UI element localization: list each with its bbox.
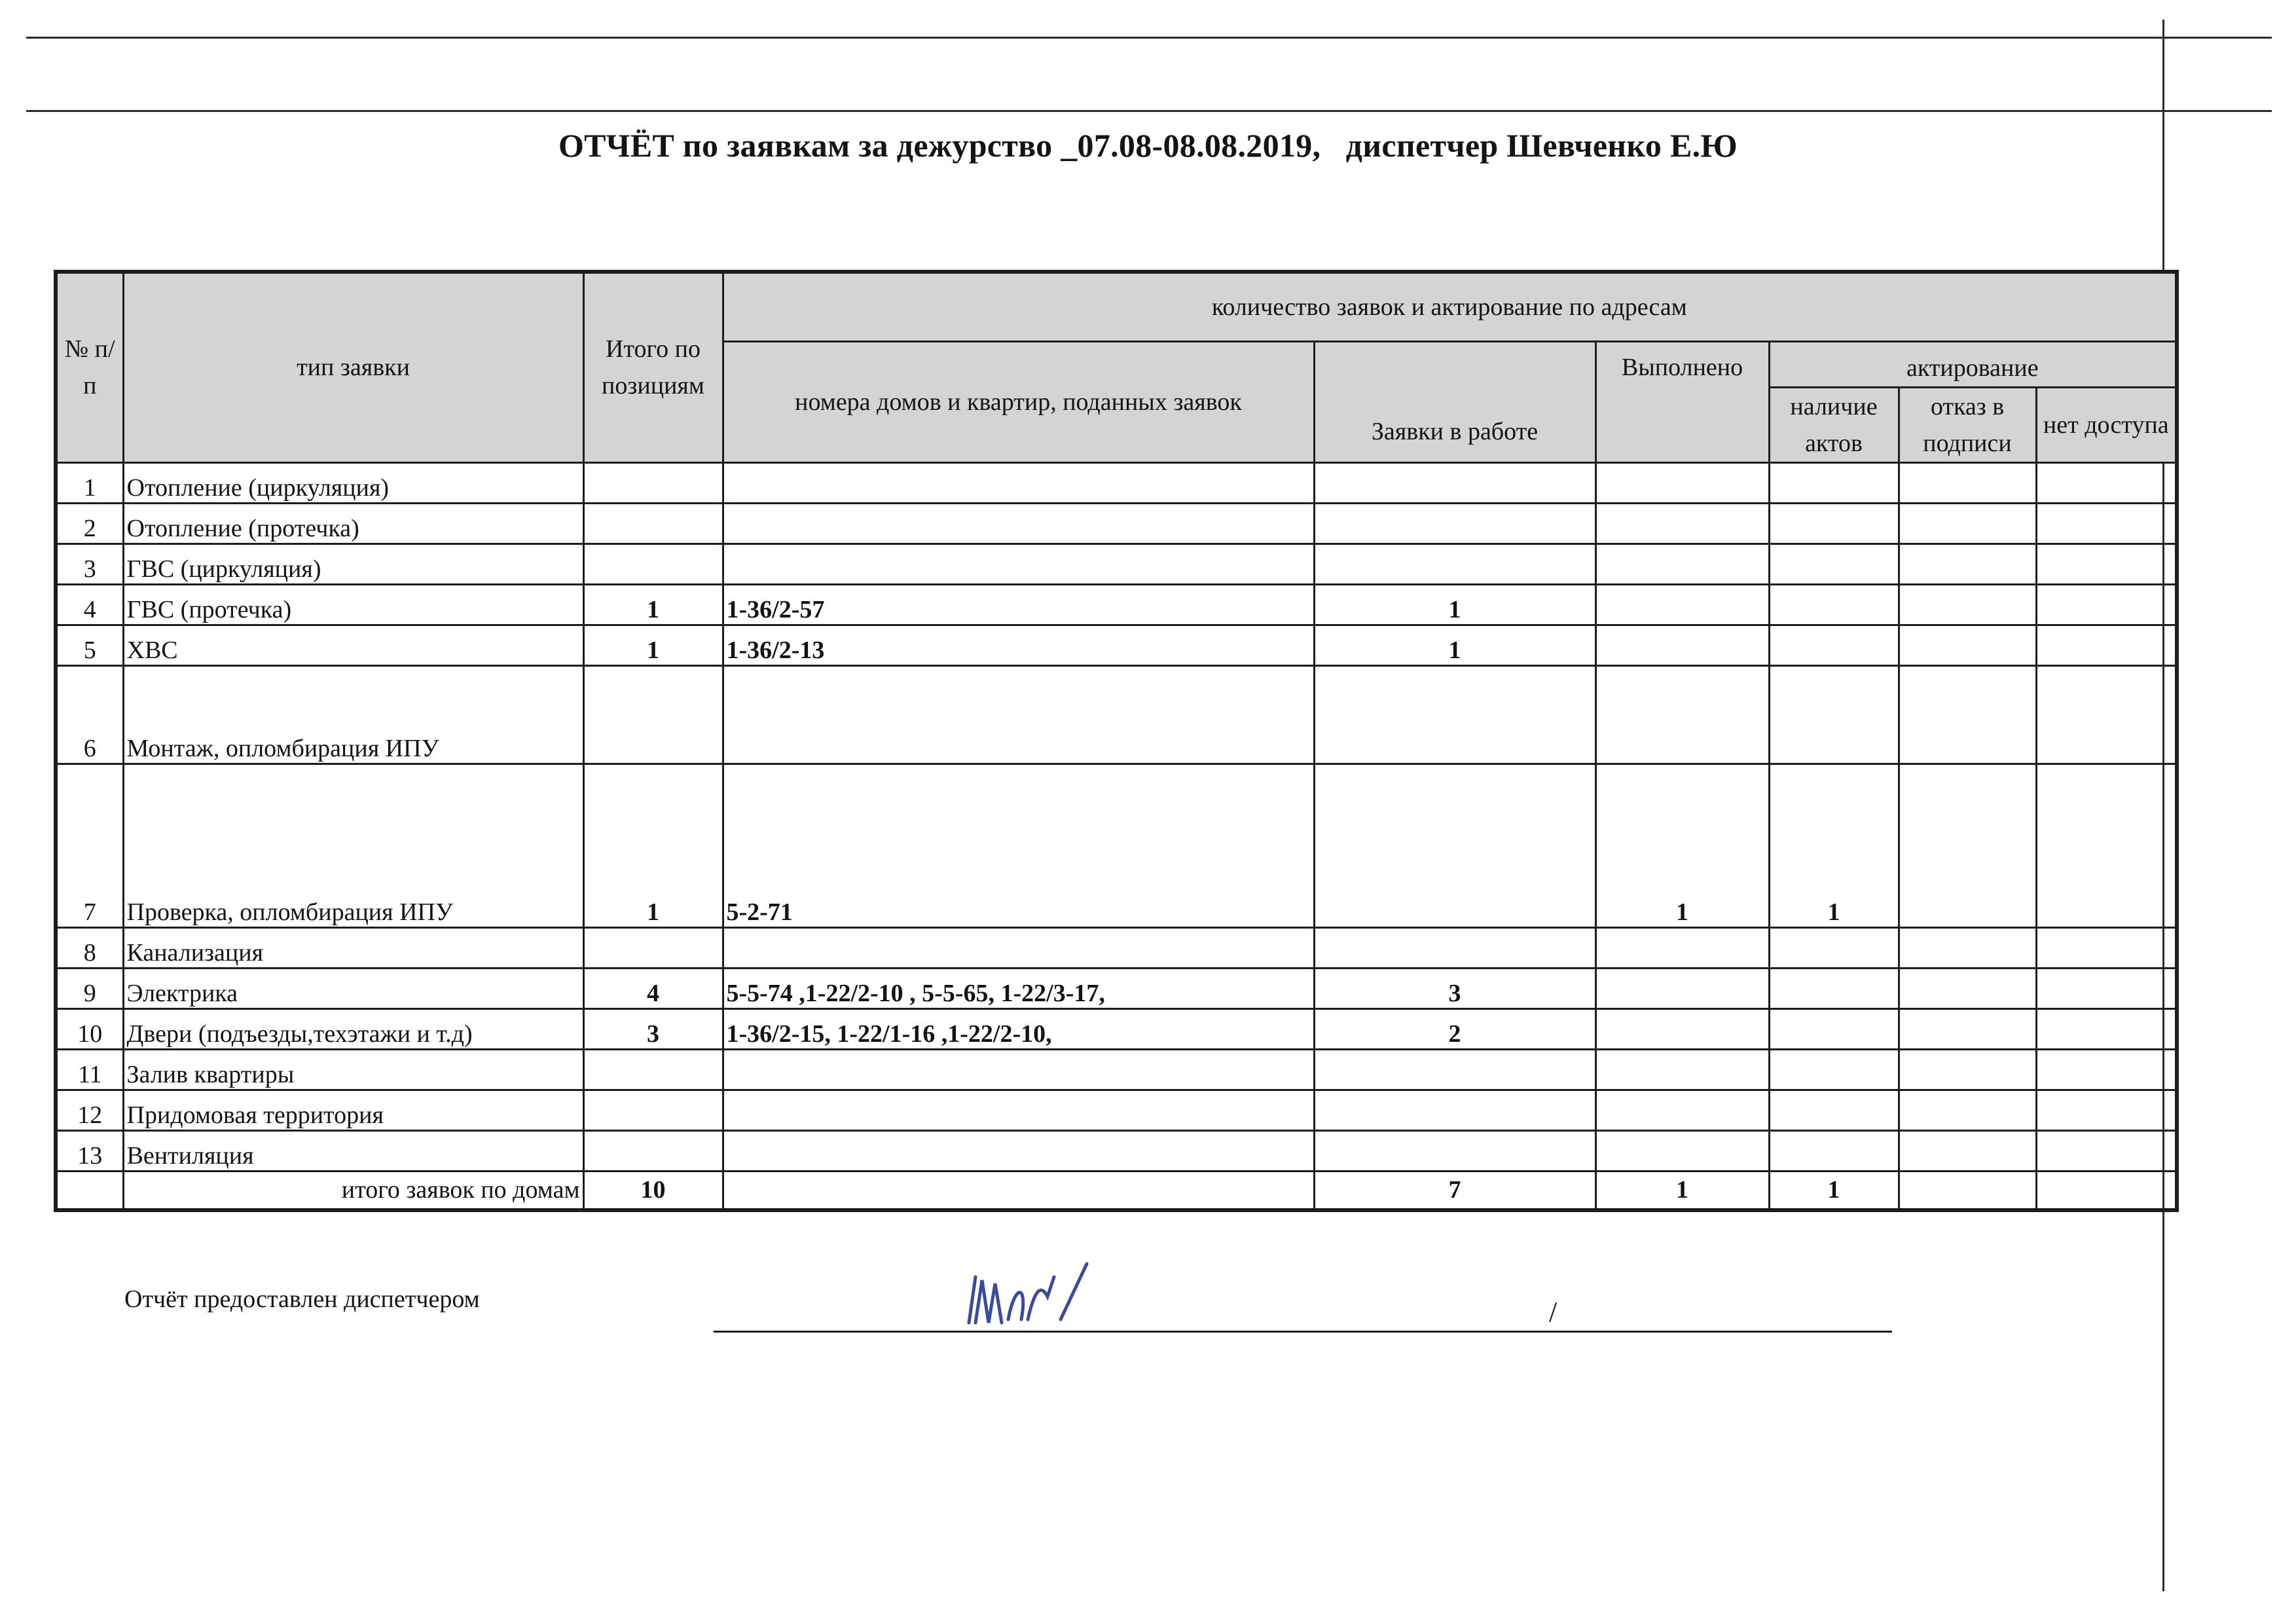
row-noaccess <box>2036 584 2177 625</box>
page-title: ОТЧЁТ по заявкам за дежурство _07.08-08.08.2019, диспетчер Шевченко Е.Ю <box>558 127 1738 164</box>
table-row <box>56 927 2177 968</box>
row-acts <box>1769 544 1899 584</box>
row-refused <box>1899 503 2036 544</box>
scan-line-second <box>26 110 2272 112</box>
report-table <box>54 270 2179 1212</box>
table-row <box>56 1130 2177 1171</box>
header-act-present: наличие актов <box>1769 387 1899 462</box>
row-in-work: 1 <box>1314 625 1595 665</box>
row-in-work <box>1314 1049 1595 1090</box>
row-addresses <box>723 462 1314 503</box>
row-total <box>583 503 723 544</box>
row-noaccess <box>2036 665 2177 764</box>
table-row <box>56 462 2177 503</box>
row-acts <box>1769 665 1899 764</box>
header-total: Итого по позициям <box>583 272 723 462</box>
row-noaccess <box>2036 503 2177 544</box>
header-act-group: актирование <box>1769 341 2177 387</box>
row-type: Придомовая территория <box>123 1090 583 1130</box>
row-type: Отопление (протечка) <box>123 503 583 544</box>
row-num: 3 <box>56 544 123 584</box>
table-row <box>56 503 2177 544</box>
row-done <box>1595 503 1769 544</box>
row-in-work <box>1314 462 1595 503</box>
scan-line-top <box>26 37 2272 39</box>
row-done <box>1595 1049 1769 1090</box>
row-addresses <box>723 927 1314 968</box>
row-in-work <box>1314 764 1595 927</box>
header-act-refused: отказ в подписи <box>1899 387 2036 462</box>
row-type: ХВС <box>123 625 583 665</box>
row-type: Электрика <box>123 968 583 1008</box>
row-num: 8 <box>56 927 123 968</box>
row-done <box>1595 462 1769 503</box>
row-total <box>583 927 723 968</box>
row-refused <box>1899 1130 2036 1171</box>
row-done <box>1595 625 1769 665</box>
row-type: ГВС (протечка) <box>123 584 583 625</box>
row-noaccess <box>2036 544 2177 584</box>
row-refused <box>1899 625 2036 665</box>
row-total: 1 <box>583 625 723 665</box>
row-done <box>1595 584 1769 625</box>
totals-noaccess <box>2036 1171 2177 1210</box>
row-noaccess <box>2036 625 2177 665</box>
row-total: 1 <box>583 764 723 927</box>
row-addresses: 5-2-71 <box>723 764 1314 927</box>
row-refused <box>1899 927 2036 968</box>
row-acts <box>1769 1130 1899 1171</box>
row-acts <box>1769 625 1899 665</box>
row-done <box>1595 1090 1769 1130</box>
row-done: 1 <box>1595 764 1769 927</box>
row-num: 7 <box>56 764 123 927</box>
row-acts <box>1769 1090 1899 1130</box>
row-addresses: 5-5-74 ,1-22/2-10 , 5-5-65, 1-22/3-17, <box>723 968 1314 1008</box>
row-num: 10 <box>56 1008 123 1049</box>
row-num: 13 <box>56 1130 123 1171</box>
row-noaccess <box>2036 1130 2177 1171</box>
row-done <box>1595 927 1769 968</box>
row-refused <box>1899 665 2036 764</box>
row-in-work <box>1314 1090 1595 1130</box>
header-in-work: Заявки в работе <box>1314 341 1595 462</box>
row-acts <box>1769 1008 1899 1049</box>
row-in-work <box>1314 927 1595 968</box>
row-num: 2 <box>56 503 123 544</box>
row-num: 1 <box>56 462 123 503</box>
row-addresses <box>723 1049 1314 1090</box>
row-num: 12 <box>56 1090 123 1130</box>
row-refused <box>1899 968 2036 1008</box>
row-done <box>1595 1008 1769 1049</box>
row-addresses <box>723 1090 1314 1130</box>
row-num: 6 <box>56 665 123 764</box>
totals-addr <box>723 1171 1314 1210</box>
row-total: 1 <box>583 584 723 625</box>
row-in-work <box>1314 665 1595 764</box>
row-total <box>583 462 723 503</box>
totals-row <box>56 1171 2177 1210</box>
table-row <box>56 625 2177 665</box>
row-refused <box>1899 764 2036 927</box>
row-noaccess <box>2036 1090 2177 1130</box>
table-row <box>56 1008 2177 1049</box>
totals-num <box>56 1171 123 1210</box>
row-noaccess <box>2036 462 2177 503</box>
row-noaccess <box>2036 1008 2177 1049</box>
row-num: 11 <box>56 1049 123 1090</box>
header-group: количество заявок и актирование по адресам <box>723 272 2177 341</box>
row-type: ГВС (циркуляция) <box>123 544 583 584</box>
handwritten-signature <box>956 1257 1113 1336</box>
table-row <box>56 665 2177 764</box>
row-acts: 1 <box>1769 764 1899 927</box>
row-noaccess <box>2036 927 2177 968</box>
row-type: Проверка, опломбирация ИПУ <box>123 764 583 927</box>
row-num: 9 <box>56 968 123 1008</box>
row-num: 5 <box>56 625 123 665</box>
totals-total: 10 <box>583 1171 723 1210</box>
row-num: 4 <box>56 584 123 625</box>
row-acts <box>1769 1049 1899 1090</box>
row-done <box>1595 1130 1769 1171</box>
totals-label: итого заявок по домам <box>123 1171 583 1210</box>
totals-refused <box>1899 1171 2036 1210</box>
row-done <box>1595 544 1769 584</box>
totals-done: 1 <box>1595 1171 1769 1210</box>
row-type: Вентиляция <box>123 1130 583 1171</box>
totals-acts: 1 <box>1769 1171 1899 1210</box>
row-addresses <box>723 544 1314 584</box>
row-type: Монтаж, опломбирация ИПУ <box>123 665 583 764</box>
header-type: тип заявки <box>123 272 583 462</box>
row-in-work: 1 <box>1314 584 1595 625</box>
row-total <box>583 1130 723 1171</box>
row-noaccess <box>2036 968 2177 1008</box>
row-noaccess <box>2036 1049 2177 1090</box>
table-row <box>56 544 2177 584</box>
row-acts <box>1769 503 1899 544</box>
row-type: Канализация <box>123 927 583 968</box>
report-rows <box>56 462 2177 1171</box>
row-type: Двери (подъезды,техэтажи и т.д) <box>123 1008 583 1049</box>
header-num: № п/п <box>56 272 123 462</box>
row-acts <box>1769 584 1899 625</box>
footer-label: Отчёт предоставлен диспетчером <box>124 1285 480 1313</box>
row-in-work: 3 <box>1314 968 1595 1008</box>
row-addresses <box>723 503 1314 544</box>
row-done <box>1595 968 1769 1008</box>
row-refused <box>1899 584 2036 625</box>
row-acts <box>1769 927 1899 968</box>
row-type: Отопление (циркуляция) <box>123 462 583 503</box>
row-total <box>583 1049 723 1090</box>
row-total <box>583 665 723 764</box>
row-acts <box>1769 462 1899 503</box>
row-total: 4 <box>583 968 723 1008</box>
table-row <box>56 968 2177 1008</box>
row-addresses <box>723 665 1314 764</box>
table-row <box>56 1090 2177 1130</box>
table-row <box>56 1049 2177 1090</box>
row-type: Залив квартиры <box>123 1049 583 1090</box>
table-row <box>56 764 2177 927</box>
header-act-noaccess: нет доступа <box>2036 387 2177 462</box>
row-refused <box>1899 1049 2036 1090</box>
row-refused <box>1899 462 2036 503</box>
row-done <box>1595 665 1769 764</box>
table-row <box>56 584 2177 625</box>
row-in-work <box>1314 503 1595 544</box>
signature-line <box>714 1331 1892 1333</box>
signature-slash: / <box>1549 1296 1558 1328</box>
row-addresses: 1-36/2-57 <box>723 584 1314 625</box>
row-in-work: 2 <box>1314 1008 1595 1049</box>
row-refused <box>1899 544 2036 584</box>
row-in-work <box>1314 544 1595 584</box>
row-refused <box>1899 1090 2036 1130</box>
row-acts <box>1769 968 1899 1008</box>
row-total <box>583 1090 723 1130</box>
totals-in-work: 7 <box>1314 1171 1595 1210</box>
row-in-work <box>1314 1130 1595 1171</box>
row-addresses: 1-36/2-13 <box>723 625 1314 665</box>
row-total: 3 <box>583 1008 723 1049</box>
row-addresses: 1-36/2-15, 1-22/1-16 ,1-22/2-10, <box>723 1008 1314 1049</box>
row-refused <box>1899 1008 2036 1049</box>
header-addresses: номера домов и квартир, поданных заявок <box>723 341 1314 462</box>
row-addresses <box>723 1130 1314 1171</box>
row-total <box>583 544 723 584</box>
header-done: Выполнено <box>1595 341 1769 462</box>
row-noaccess <box>2036 764 2177 927</box>
